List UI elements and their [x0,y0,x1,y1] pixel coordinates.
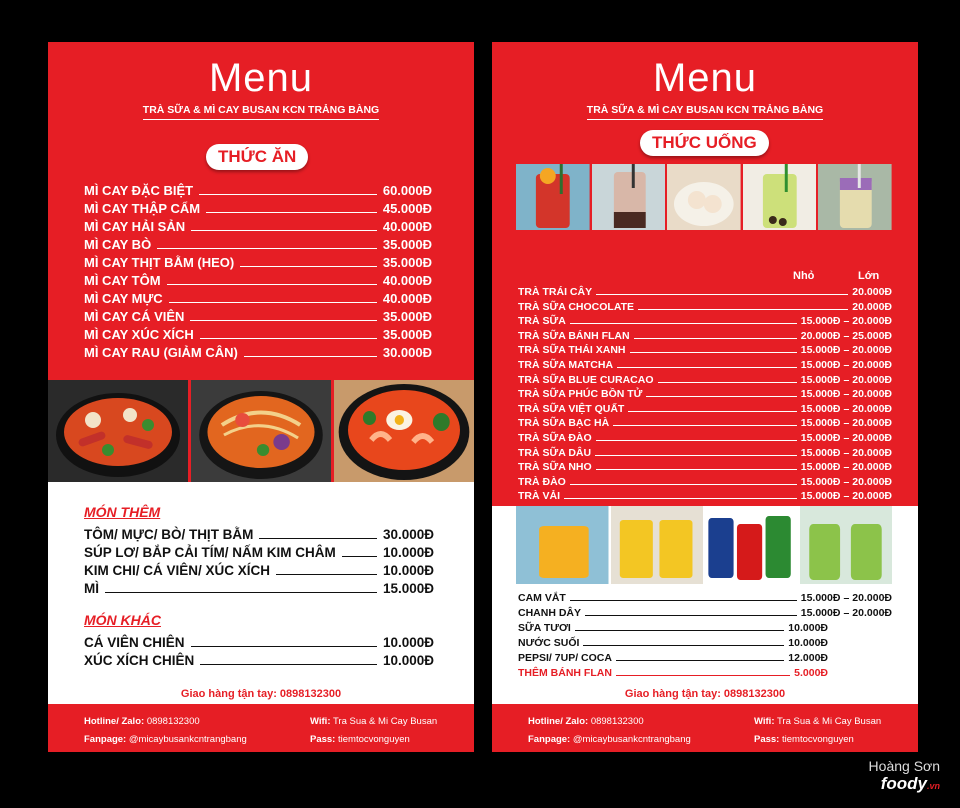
size-small-header: Nhỏ [793,270,815,282]
leader-line [596,469,797,470]
drink-price-small: 15.000Đ [800,607,841,619]
price-separator: – [843,359,850,371]
leader-line [616,660,784,661]
food-item-price: 40.000Đ [382,273,432,288]
fanpage-value: @micaybusankcntrangbang [572,734,691,745]
drink-item-name: TRÀ SỮA DÂU [518,446,592,459]
price-separator: – [843,388,850,401]
other-item-row [84,650,434,668]
food-item-price: 35.000Đ [382,255,432,270]
drink-photo-4 [743,164,817,230]
leader-line [596,440,797,441]
hotline [84,716,200,727]
drink-item-name: CHANH DÂY [518,607,581,619]
drink-price-small: 12.000Đ [788,652,828,664]
leader-line [617,367,797,368]
extra-item-name: SÚP LƠ/ BẮP CẢI TÍM/ NẤM KIM CHÂM [84,545,336,560]
other-item-row [84,632,434,650]
drink-price-large: 20.000Đ [852,344,892,357]
drink-price-small: 15.000Đ [800,446,841,459]
wifi-value: Tra Sua & Mi Cay Busan [332,716,438,727]
drink-item-name: TRÀ SỮA PHÚC BỒN TỬ [518,388,643,401]
menu-title: Menu [208,56,314,100]
drink-item-row [518,590,892,604]
food-item-price: 35.000Đ [382,237,432,252]
extras-heading: MÓN THÊM [84,504,161,520]
price-separator: – [843,344,850,357]
drink-price-large: 20.000Đ [852,359,892,371]
password [310,734,410,745]
drink-price-small: 10.000Đ [788,637,828,649]
food-item-row [84,198,432,216]
leader-line [342,555,377,557]
leader-line [240,265,377,267]
drink-photo-1 [516,164,590,230]
watermark [869,758,940,794]
food-item-name: MÌ CAY RAU (GIẢM CÂN) [84,345,238,360]
drink-item-row [518,299,892,313]
other-item-price: 10.000Đ [382,653,434,668]
food-item-name: MÌ CAY XÚC XÍCH [84,327,194,342]
drink-price-small: 15.000Đ [800,592,841,604]
subtitle-underline [143,119,379,120]
footer [48,704,474,752]
drink-item-name: TRÀ ĐÀO [518,475,566,488]
subtitle-underline [587,119,823,120]
fanpage [84,734,247,745]
food-item-row [84,306,432,324]
extra-item-row [84,578,434,596]
drink-price-large: 20.000Đ [852,417,892,430]
food-item-name: MÌ CAY CÁ VIÊN [84,309,185,324]
drink-item-row [518,342,892,356]
wifi-label: Wifi: [754,716,775,727]
drink-item-name: CAM VẮT [518,592,566,604]
hotline [528,716,644,727]
drink-item-name: TRÀ SỮA BLUE CURACAO [518,373,654,386]
drink-item-row [518,284,892,298]
food-item-name: MÌ CAY MỰC [84,291,163,306]
drink-photo-2 [592,164,666,230]
leader-line [105,591,377,593]
leader-line [630,352,797,353]
leader-line [613,425,797,426]
drink-price-large: 20.000Đ [852,388,892,401]
food-photo-3 [334,380,474,482]
extra-item-price: 10.000Đ [382,545,434,560]
food-item-price: 30.000Đ [382,345,432,360]
price-separator: – [843,373,850,386]
extra-item-name: KIM CHI/ CÁ VIÊN/ XÚC XÍCH [84,563,271,578]
leader-line [646,396,796,397]
drink-price-small: 15.000Đ [800,461,841,474]
food-item-price: 60.000Đ [382,183,432,198]
leader-line [570,323,797,324]
food-item-row [84,324,432,342]
price-separator: – [843,475,850,488]
drink-price-large: 25.000Đ [852,329,892,342]
drink-price-small: 15.000Đ [800,490,841,503]
soft-drink-cans-photo [705,506,798,584]
drink-price-large: 20.000Đ [852,475,892,488]
section-food-badge: THỨC ĂN [206,144,308,170]
hotline-label: Hotline/ Zalo: [84,716,145,727]
drink-price-large: 20.000Đ [852,300,892,313]
drink-price-small: 15.000Đ [800,475,841,488]
passion-fruit-photo [611,506,704,584]
food-item-name: MÌ CAY HẢI SẢN [84,219,186,234]
drink-item-row [518,372,892,386]
food-item-row [84,342,432,360]
price-separator: – [843,607,850,619]
brand-suffix: .vn [926,781,940,791]
drink-price-large: 20.000Đ [852,461,892,474]
drink-price-small: 15.000Đ [800,402,841,415]
leader-line [570,600,797,601]
food-item-name: MÌ CAY TÔM [84,273,161,288]
brand-text: foody [880,774,927,793]
drink-item-name: TRÀ SỮA MATCHA [518,359,614,371]
drink-item-row [518,430,892,444]
pass-label: Pass: [310,734,336,745]
drink-price-large: 20.000Đ [852,286,892,298]
drink-price-small: 15.000Đ [800,359,841,371]
section-drinks-badge: THỨC UỐNG [640,130,769,156]
price-separator: – [843,461,850,474]
price-separator: – [843,490,850,503]
other-drinks-section [492,506,918,704]
drink-price-small: 15.000Đ [800,417,841,430]
food-photo-strip [48,380,474,482]
drink-item-row [518,488,892,502]
fanpage-label: Fanpage: [84,734,127,745]
leader-line [616,675,790,676]
drink-item-name: NƯỚC SUỐI [518,637,580,649]
leader-line [596,294,848,295]
food-item-row [84,252,432,270]
drink-price-small: 10.000Đ [788,622,828,634]
leader-line [206,211,377,213]
drink-item-row [518,386,892,400]
leader-line [583,645,784,646]
hotline-value: 0898132300 [590,716,644,727]
drink-price-large: 20.000Đ [852,402,892,415]
food-item-row [84,288,432,306]
drink-price-small: 15.000Đ [800,344,841,357]
foody-logo [869,774,940,794]
drink-item-row [518,665,892,679]
wifi [310,716,437,727]
food-item-name: MÌ CAY ĐẶC BIỆT [84,183,194,198]
hotline-value: 0898132300 [146,716,200,727]
drink-item-row [518,459,892,473]
drink-item-name: SỮA TƯƠI [518,622,571,634]
leader-line [276,573,377,575]
other-item-name: CÁ VIÊN CHIÊN [84,635,185,650]
leader-line [200,663,377,665]
wifi [754,716,881,727]
orange-juice-photo [516,506,609,584]
drink-price-small: 5.000Đ [794,667,828,679]
leader-line [595,455,797,456]
drink-item-row [518,635,892,649]
extra-item-row [84,542,434,560]
fanpage-label: Fanpage: [528,734,571,745]
footer [492,704,918,752]
drink-item-name: THÊM BÁNH FLAN [518,667,612,679]
drink-item-name: TRÀ SỮA VIỆT QUẤT [518,402,625,415]
food-photo-2 [191,380,331,482]
extra-item-name: TÔM/ MỰC/ BÒ/ THỊT BẰM [84,527,254,542]
price-separator: – [843,432,850,444]
drink-item-name: TRÀ SỮA NHO [518,461,592,474]
drink-menu-panel [492,42,918,752]
drink-price-small: 15.000Đ [800,373,841,386]
drink-photo-3 [667,164,741,230]
pass-value: tiemtocvonguyen [338,734,410,745]
drink-item-name: TRÀ SỮA CHOCOLATE [518,300,635,313]
drink-item-row [518,605,892,619]
leader-line [564,498,797,499]
food-item-price: 45.000Đ [382,201,432,216]
drink-price-large: 20.000Đ [852,432,892,444]
pass-value: tiemtocvonguyen [782,734,854,745]
food-photo-1 [48,380,188,482]
drink-price-large: 20.000Đ [852,607,892,619]
drink-price-large: 20.000Đ [852,373,892,386]
leader-line [157,247,377,249]
drink-price-small: 15.000Đ [800,315,841,328]
extra-item-name: MÌ [84,581,99,596]
drink-item-row [518,474,892,488]
size-large-header: Lớn [858,270,880,282]
drink-item-name: PEPSI/ 7UP/ COCA [518,652,612,664]
drink-item-name: TRÀ SỮA BẠC HÀ [518,417,610,430]
drink-price-large: 20.000Đ [852,315,892,328]
extra-item-price: 10.000Đ [382,563,434,578]
drink-item-row [518,401,892,415]
drink-item-row [518,415,892,429]
drink-price-large: 20.000Đ [852,592,892,604]
drink-photo-strip [516,164,892,230]
other-item-name: XÚC XÍCH CHIÊN [84,653,195,668]
green-drinks-photo [800,506,893,584]
drink-item-row [518,313,892,327]
food-item-price: 35.000Đ [382,309,432,324]
leader-line [259,537,377,539]
leader-line [200,337,377,339]
password [754,734,854,745]
extra-item-row [84,560,434,578]
drink-item-name: TRÀ SỮA ĐÀO [518,432,592,444]
leader-line [169,301,377,303]
menu-title: Menu [652,56,758,100]
extras-section [48,482,474,704]
price-separator: – [843,329,850,342]
extra-item-price: 15.000Đ [382,581,434,596]
drink-item-name: TRÀ SỮA BÁNH FLAN [518,329,630,342]
food-item-price: 40.000Đ [382,291,432,306]
food-item-row [84,216,432,234]
price-separator: – [843,446,850,459]
leader-line [167,283,377,285]
leader-line [634,338,797,339]
food-menu-panel [48,42,474,752]
drink-item-row [518,445,892,459]
price-separator: – [843,315,850,328]
menu-subtitle: TRÀ SỮA & MÌ CAY BUSAN KCN TRẢNG BÀNG [142,104,380,116]
drink-item-name: TRÀ TRÁI CÂY [518,286,593,298]
leader-line [658,382,797,383]
fanpage-value: @micaybusankcntrangbang [128,734,247,745]
leader-line [199,193,377,195]
fanpage [528,734,691,745]
food-item-name: MÌ CAY THẬP CẨM [84,201,201,216]
leader-line [585,615,797,616]
drink-item-name: TRÀ VẢI [518,490,560,503]
pass-label: Pass: [754,734,780,745]
others-heading: MÓN KHÁC [84,612,161,628]
drink-photo-5 [818,164,892,230]
food-item-price: 35.000Đ [382,327,432,342]
drink-price-small: 15.000Đ [800,432,841,444]
wifi-label: Wifi: [310,716,331,727]
menu-subtitle: TRÀ SỮA & MÌ CAY BUSAN KCN TRẢNG BÀNG [586,104,824,116]
leader-line [628,411,796,412]
watermark-author: Hoàng Sơn [868,758,940,774]
leader-line [638,309,848,310]
drink-item-row [518,328,892,342]
drink-price-small: 15.000Đ [800,388,841,401]
leader-line [244,355,377,357]
leader-line [190,319,376,321]
other-drinks-photo-strip [516,506,892,584]
drink-price-small: 20.000Đ [800,329,841,342]
price-separator: – [843,402,850,415]
price-separator: – [843,592,850,604]
extra-item-row [84,524,434,542]
food-item-row [84,180,432,198]
drink-price-large: 20.000Đ [852,490,892,503]
drink-item-row [518,357,892,371]
extra-item-price: 30.000Đ [382,527,434,542]
drink-item-row [518,650,892,664]
food-item-row [84,270,432,288]
drink-price-large: 20.000Đ [852,446,892,459]
price-separator: – [843,417,850,430]
drink-item-name: TRÀ SỮA [518,315,566,328]
leader-line [191,645,377,647]
other-item-price: 10.000Đ [382,635,434,650]
leader-line [570,484,797,485]
food-item-name: MÌ CAY BÒ [84,237,152,252]
drink-item-name: TRÀ SỮA THÁI XANH [518,344,626,357]
leader-line [191,229,377,231]
food-item-name: MÌ CAY THỊT BẰM (HEO) [84,255,235,270]
leader-line [575,630,784,631]
hotline-label: Hotline/ Zalo: [528,716,589,727]
wifi-value: Tra Sua & Mi Cay Busan [776,716,882,727]
delivery-note: Giao hàng tận tay: 0898132300 [180,688,342,700]
delivery-note: Giao hàng tận tay: 0898132300 [624,688,786,700]
food-item-row [84,234,432,252]
drink-item-row [518,620,892,634]
food-item-price: 40.000Đ [382,219,432,234]
